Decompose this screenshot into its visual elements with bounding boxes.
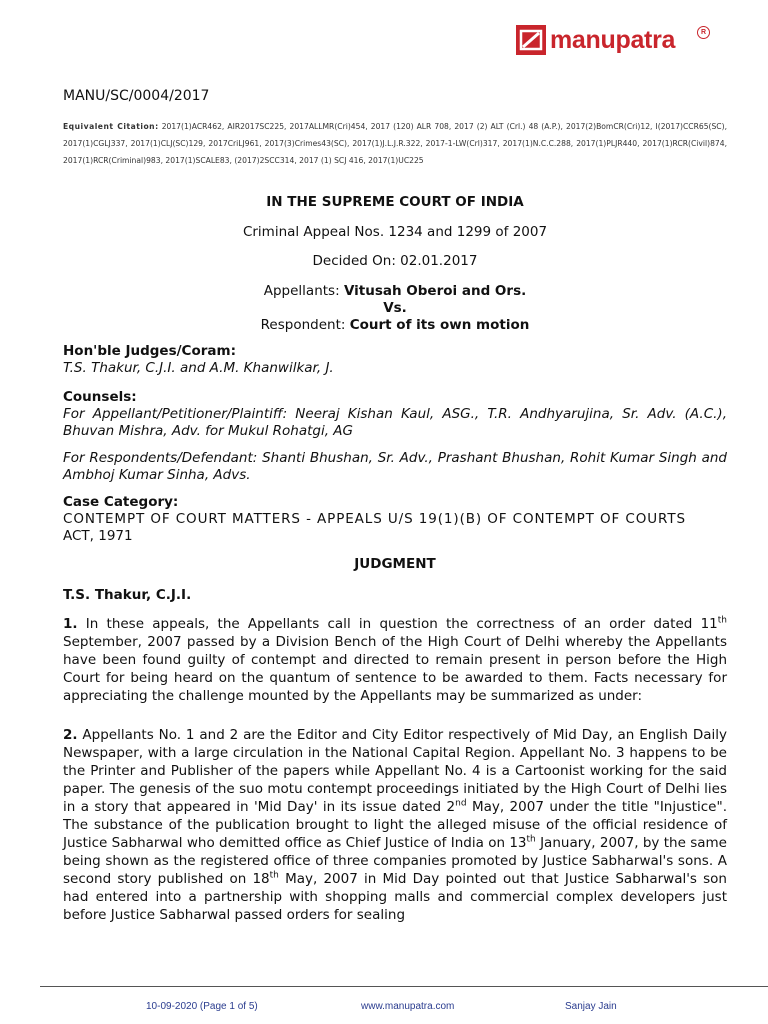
paragraph-number: 1.	[63, 616, 78, 632]
logo-mark-icon	[516, 25, 546, 55]
footer-date-page: 10-09-2020 (Page 1 of 5)	[146, 1001, 258, 1012]
judgment-author: T.S. Thakur, C.J.I.	[63, 587, 192, 603]
judges-section	[63, 343, 727, 377]
counsel-appellant: For Appellant/Petitioner/Plaintiff: Neeraj Kishan Kaul, ASG., T.R. Andhyarujina, Sr. Adv. (A.C.), Bhuvan Mishra, Adv. for Mukul Rohatgi, AG	[63, 406, 727, 439]
footer-user: Sanjay Jain	[565, 1001, 617, 1012]
paragraph-number: 2.	[63, 727, 78, 743]
case-category-line2: ACT, 1971	[63, 528, 133, 544]
parties	[63, 283, 727, 334]
case-category-heading: Case Category:	[63, 494, 179, 510]
registered-icon: R	[697, 26, 710, 39]
court-name: IN THE SUPREME COURT OF INDIA	[266, 194, 524, 210]
equivalent-text: 2017(1)ACR462, AIR2017SC225, 2017ALLMR(Cri)454, 2017 (120) ALR 708, 2017 (2) ALT (Crl.) 48 (A.P.), 2017(2)BomCR(Cri)12, I(2017)CCR65(SC), 2017(1)CGLJ337, 2017(1)CLJ(SC)129, 2017CriLJ961, 2017(3)Crimes43(SC), 2017(1)J.L.J.R.322, 2017-1-LW(Crl)317, 2017(1)N.C.C.288, 2017(1)PLJR440, 2017(1)RCR(Civil)874, 2017(1)RCR(Criminal)983, 2017(1)SCALE83, (2017)2SCC314, 2017 (1) SCJ 416, 2017(1)UC225	[63, 122, 727, 165]
respondent-line	[63, 317, 727, 334]
appellants-label: Appellants:	[263, 283, 344, 299]
respondent-name: Court of its own motion	[349, 317, 530, 333]
judgment-heading: JUDGMENT	[354, 556, 436, 572]
versus: Vs.	[383, 300, 407, 316]
paragraph-1: 1. In these appeals, the Appellants call in question the correctness of an order dated 11th September, 2007 passed by a Division Bench of the High Court of Delhi whereby the Appellants have been found guilty of contempt and directed to remain present in person before the High Court for being heard on the quantum of sentence to be awarded to them. Facts necessary for appreciating the challenge mounted by the Appellants may be summarized as under:	[63, 615, 727, 704]
appellants-line	[63, 283, 727, 300]
citation-id: MANU/SC/0004/2017	[63, 88, 210, 104]
decided-date: Decided On: 02.01.2017	[312, 253, 478, 269]
appellants-name: Vitusah Oberoi and Ors.	[343, 283, 527, 299]
footer-site-link[interactable]: www.manupatra.com	[361, 1001, 455, 1012]
case-category-line1: CONTEMPT OF COURT MATTERS - APPEALS U/S 19(1)(B) OF CONTEMPT OF COURTS	[63, 511, 686, 527]
counsels-section	[63, 389, 727, 440]
paragraph-2: 2. Appellants No. 1 and 2 are the Editor and City Editor respectively of Mid Day, an English Daily Newspaper, with a large circulation in the National Capital Region. Appellant No. 3 happens to be the Printer and Publisher of the papers while Appellant No. 4 is a Cartoonist working for the said paper. The genesis of the suo motu contempt proceedings initiated by the High Court of Delhi lies in a story that appeared in 'Mid Day' in its issue dated 2nd May, 2007 under the title "Injustice". The substance of the publication brought to light the alleged misuse of the official residence of Justice Sabharwal who demitted office as Chief Justice of India on 13th January, 2007, by the same being shown as the registered office of three companies promoted by Justice Sabharwal's sons. A second story published on 18th May, 2007 in Mid Day pointed out that Justice Sabharwal's son had entered into a partnership with shopping malls and commercial complex developers just before Justice Sabharwal passed orders for sealing	[63, 727, 727, 923]
appeal-number: Criminal Appeal Nos. 1234 and 1299 of 2007	[242, 224, 548, 240]
manupatra-logo	[516, 24, 675, 56]
equivalent-citations	[63, 118, 727, 169]
footer-divider	[40, 986, 768, 987]
judges-names: T.S. Thakur, C.J.I. and A.M. Khanwilkar, J.	[63, 360, 334, 376]
respondent-label: Respondent:	[260, 317, 350, 333]
case-category-section	[63, 494, 727, 545]
equivalent-label: Equivalent Citation:	[63, 122, 159, 131]
judges-heading: Hon'ble Judges/Coram:	[63, 343, 236, 359]
logo-text: manupatra	[550, 25, 676, 54]
counsels-heading: Counsels:	[63, 389, 137, 405]
counsel-respondent: For Respondents/Defendant: Shanti Bhushan, Sr. Adv., Prashant Bhushan, Rohit Kumar Singh and Ambhoj Kumar Sinha, Advs.	[63, 450, 727, 483]
